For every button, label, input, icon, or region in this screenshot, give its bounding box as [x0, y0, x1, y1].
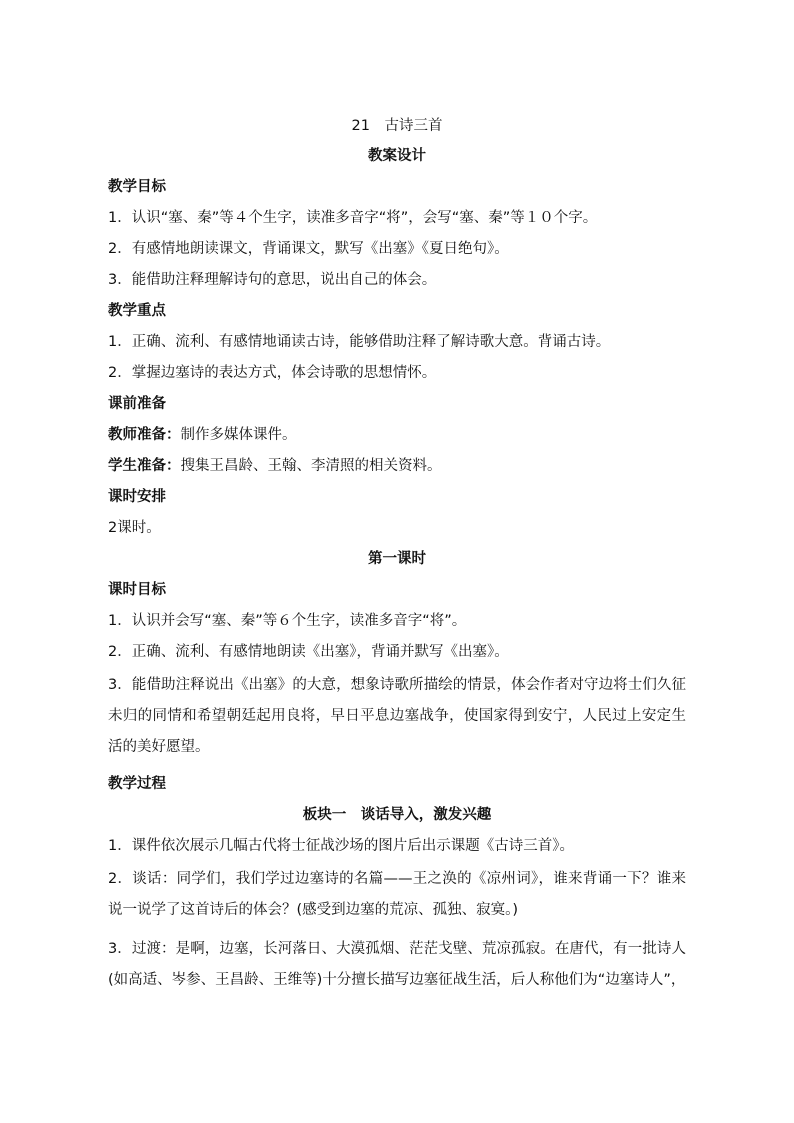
process-item: 1．课件依次展示几幅古代将士征战沙场的图片后出示课题《古诗三首》。 [108, 838, 574, 854]
process-item: 2．谈话：同学们，我们学过边塞诗的名篇——王之涣的《凉州词》，谁来背诵一下？谁来说一说学了这首诗后的体会？(感受到边塞的荒凉、孤独、寂寞。) [108, 871, 686, 918]
block1-title: 板块一 谈话导入，激发兴趣 [302, 807, 492, 823]
teacher-prep-text: 制作多媒体课件。 [180, 427, 297, 443]
student-prep [108, 456, 686, 476]
student-prep-label: 学生准备： [108, 458, 181, 474]
prep-heading: 课前准备 [108, 396, 166, 412]
lesson-goal-heading: 课时目标 [108, 582, 166, 598]
key-item: 2．掌握边塞诗的表达方式，体会诗歌的思想情怀。 [108, 365, 437, 381]
process-item: 3．过渡：是啊，边塞，长河落日、大漠孤烟、茫茫戈壁、荒凉孤寂。在唐代，有一批诗人(如高适、岑参、王昌龄、王维等)十分擅长描写边塞征战生活，后人称他们为“边塞诗人”， [108, 941, 686, 988]
key-heading: 教学重点 [108, 303, 166, 319]
teacher-prep-label: 教师准备： [108, 427, 181, 443]
goal-item: 1．认识“塞、秦”等４个生字，读准多音字“将”，会写“塞、秦”等１０个字。 [108, 210, 598, 226]
goal-item: 3．能借助注释理解诗句的意思，说出自己的体会。 [108, 272, 437, 288]
lesson-goal-item: 3．能借助注释说出《出塞》的大意，想象诗歌所描绘的情景，体会作者对守边将士们久征未归的同情和希望朝廷起用良将，早日平息边塞战争，使国家得到安宁，人民过上安定生活的美好愿望。 [108, 677, 686, 755]
goal-item: 2．有感情地朗读课文，背诵课文，默写《出塞》《夏日绝句》。 [108, 241, 509, 257]
schedule-text: 2课时。 [108, 520, 161, 536]
document-subtitle: 教案设计 [368, 148, 426, 164]
document-title: 21 古诗三首 [351, 118, 443, 134]
student-prep-text: 搜集王昌龄、王翰、李清照的相关资料。 [180, 458, 442, 474]
lesson-goal-item: 1．认识并会写“塞、秦”等６个生字，读准多音字“将”。 [108, 613, 467, 629]
schedule-heading: 课时安排 [108, 489, 166, 505]
process-heading: 教学过程 [108, 776, 166, 792]
teacher-prep [108, 425, 686, 445]
lesson1-title: 第一课时 [368, 551, 426, 567]
key-item: 1．正确、流利、有感情地诵读古诗，能够借助注释了解诗歌大意。背诵古诗。 [108, 334, 611, 350]
document-content [108, 116, 686, 1007]
goal-heading: 教学目标 [108, 179, 166, 195]
lesson-goal-item: 2．正确、流利、有感情地朗读《出塞》，背诵并默写《出塞》。 [108, 644, 509, 660]
